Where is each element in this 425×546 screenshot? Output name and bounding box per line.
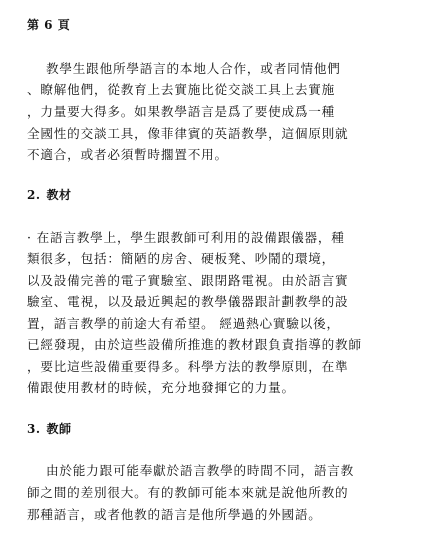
paragraph-1-line: 不適合，或者必須暫時擱置不用。 [27, 147, 228, 162]
section-title: 教材 [46, 188, 72, 202]
paragraph-2-line: ，要比這些設備重要得多。科學方法的教學原則，在準 [27, 359, 349, 374]
paragraph-2-line: 類很多，包括：簡陋的房舍、硬板凳、吵鬧的環境， [27, 251, 336, 266]
paragraph-2-line: 已經發現，由於這些設備所推進的教材跟負責指導的教師 [27, 337, 362, 352]
section-heading-2 [27, 186, 72, 203]
paragraph-2-line: 置，語言教學的前途大有希望。 經過熱心實驗以後， [27, 316, 340, 331]
paragraph-3-line: 師之間的差別很大。有的教師可能本來就是說他所教的 [27, 485, 349, 500]
paragraph-2-line: 備跟使用教材的時候，充分地發揮它的力量。 [27, 380, 295, 395]
paragraph-2-line: 以及設備完善的電子實驗室、跟閉路電視。由於語言實 [27, 273, 349, 288]
paragraph-1-line: ，力量要大得多。如果教學語言是爲了要使成爲一種 [27, 104, 336, 119]
page-number-header: 第 6 頁 [27, 18, 71, 32]
paragraph-1-line: 教學生跟他所學語言的本地人合作，或者同情他們 [46, 61, 341, 76]
paragraph-1-line: 、瞭解他們，從教育上去實施比從交談工具上去實施 [27, 82, 336, 97]
section-heading-3 [27, 420, 72, 437]
paragraph-2-line: 驗室、電視，以及最近興起的教學儀器跟計劃教學的設 [27, 294, 349, 309]
paragraph-2-line: · 在語言教學上，學生跟教師可利用的設備跟儀器，種 [27, 230, 345, 245]
section-number: 2. [27, 188, 41, 202]
paragraph-3-line: 由於能力跟可能奉獻於語言教學的時間不同，語言教 [46, 463, 355, 478]
paragraph-3-line: 那種語言，或者他教的語言是他所學過的外國語。 [27, 507, 322, 522]
section-title: 教師 [46, 422, 72, 436]
section-number: 3. [27, 422, 41, 436]
paragraph-1-line: 全國性的交談工具，像菲律賓的英語教學，這個原則就 [27, 126, 349, 141]
